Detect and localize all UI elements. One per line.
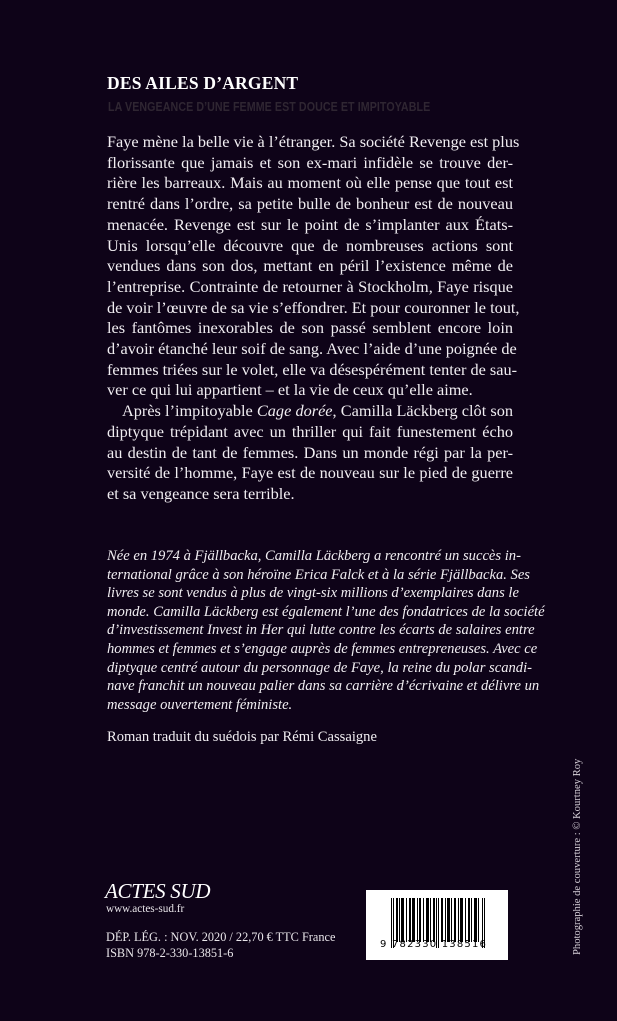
isbn: ISBN 978-2-330-13851-6 (106, 946, 234, 960)
bio-line: ternational grâce à son héroïne Erica Falck et à la série Fjällbacka. Ses (107, 566, 530, 583)
synopsis-line: diptyque trépidant avec un thriller qui fait funestement écho (107, 421, 513, 441)
bio-line: Née en 1974 à Fjällbacka, Camilla Läckberg a rencontré un succès in- (107, 548, 521, 564)
bio-line: hommes et femmes et s’engage auprès de femmes entrepreneuses. Avec ce (107, 640, 538, 657)
synopsis-line: menacée. Revenge est sur le point de s’implanter aux États- (107, 214, 513, 234)
publisher-logo: ACTES SUD (105, 879, 211, 903)
synopsis-paragraph-1 (107, 132, 520, 401)
synopsis-line: l’entreprise. Contrainte de retourner à Stockholm, Faye risque (107, 276, 513, 296)
synopsis-paragraph-2 (107, 401, 513, 505)
bio-line: nave franchit un nouveau palier dans sa carrière d’écrivaine et délivre un (107, 678, 540, 695)
synopsis-line: florissante que jamais et son ex-mari infidèle se trouve der- (107, 152, 513, 172)
synopsis-line: Faye mène la belle vie à l’étranger. Sa société Revenge est plus (107, 132, 520, 151)
photo-credit: Photographie de couverture : © Kourtney Roy (572, 758, 583, 955)
bio-line: livres se sont vendus à plus de vingt-six millions d’exemplaires dans le (107, 585, 519, 602)
synopsis-line: versité de l’homme, Faye est de nouveau sur le pied de guerre (107, 463, 513, 483)
synopsis-line: Après l’impitoyable Cage dorée, Camilla Läckberg clôt son (122, 401, 513, 421)
barcode (366, 890, 508, 960)
synopsis-line: et sa vengeance sera terrible. (107, 483, 295, 503)
synopsis (107, 132, 520, 505)
synopsis-line: de voir l’œuvre de sa vie s’effondrer. Et pour couronner le tout, (107, 297, 520, 317)
synopsis-line: au destin de tant de femmes. Dans un monde régi par la per- (107, 442, 513, 462)
synopsis-line: femmes triées sur le volet, elle va désespérément tenter de sau- (107, 359, 518, 379)
synopsis-line: rière les barreaux. Mais au moment où elle pense que tout est (107, 173, 513, 193)
synopsis-line: Unis lorsqu’elle découvre que de nombreuses actions sont (107, 235, 513, 255)
previous-book-title: Cage dorée (256, 401, 333, 421)
bio-line: diptyque centré autour du personnage de Faye, la reine du polar scandi- (107, 659, 533, 676)
bio-line: d’investissement Invest in Her qui lutte contre les écarts de salaires entre (107, 622, 535, 639)
synopsis-line: d’avoir étanché leur soif de sang. Avec l’aide d’une poignée de (107, 339, 517, 359)
bio-line: message ouvertement féministe. (107, 696, 293, 713)
publisher-website: www.actes-sud.fr (106, 903, 185, 915)
synopsis-line: les fantômes inexorables de son passé semblent encore loin (107, 318, 513, 338)
bio-line: monde. Camilla Läckberg est également l’une des fondatrices de la société (107, 603, 545, 620)
synopsis-line: vendues dans son dos, mettant en péril l’existence même de (107, 256, 513, 276)
book-title: DES AILES D’ARGENT (107, 73, 299, 93)
book-tagline: LA VENGEANCE D’UNE FEMME EST DOUCE ET IMPITOYABLE (108, 99, 431, 114)
synopsis-line: ver ce qui lui appartient – et la vie de ceux qu’elle aime. (107, 380, 473, 400)
synopsis-line: rentré dans l’ordre, sa petite bulle de bonheur est de nouveau (107, 194, 513, 214)
legal-info (106, 929, 335, 961)
barcode-number: 9 782330 138516 (380, 939, 488, 950)
legal-deposit: DÉP. LÉG. : NOV. 2020 / 22,70 € TTC France (106, 930, 336, 944)
author-bio (107, 547, 545, 714)
translator-credit: Roman traduit du suédois par Rémi Cassaigne (107, 729, 377, 745)
